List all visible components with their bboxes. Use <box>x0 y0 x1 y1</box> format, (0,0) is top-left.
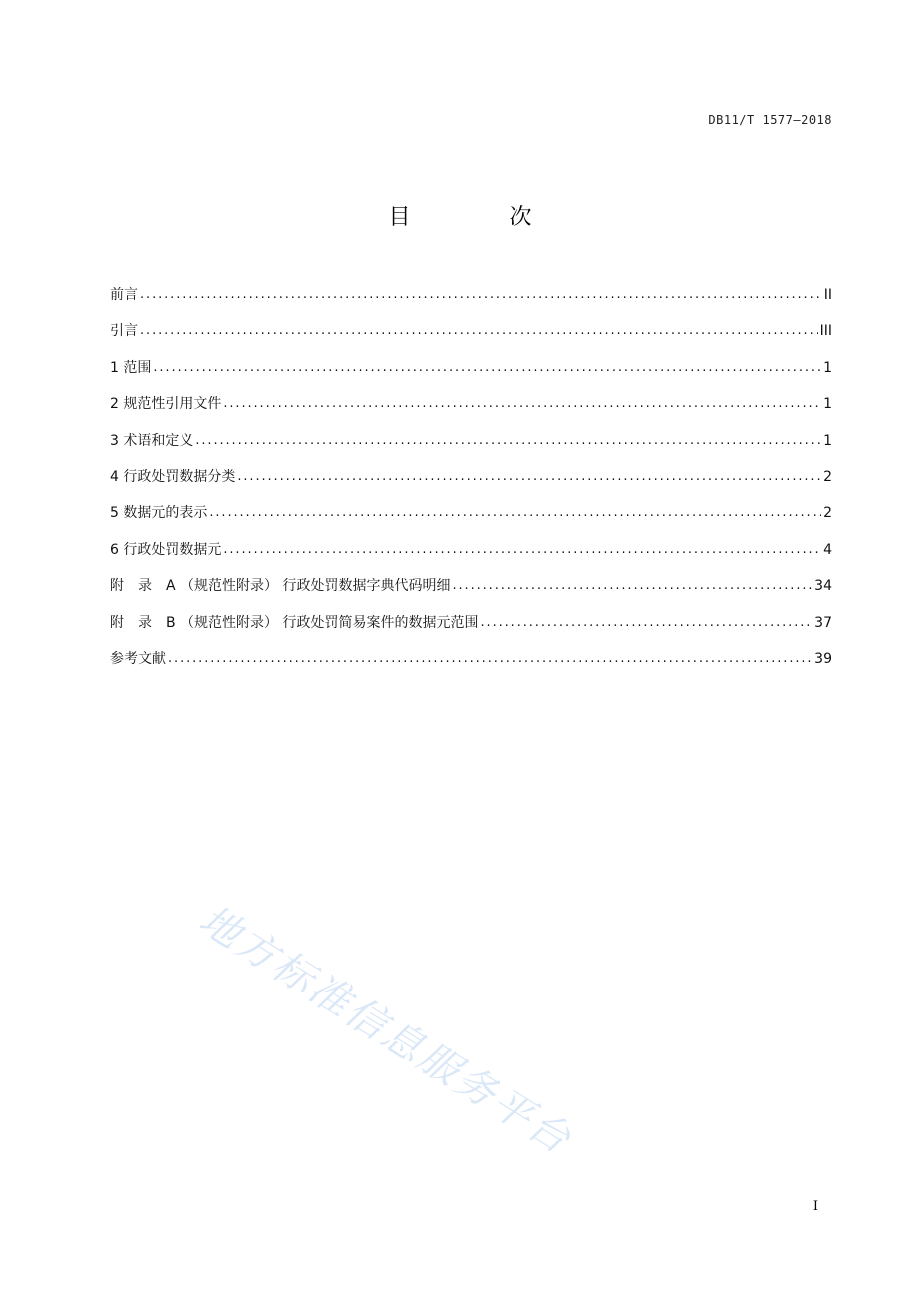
toc-entry-data-elements[interactable] <box>110 539 832 575</box>
toc-entry-label: 6 行政处罚数据元 <box>110 541 222 558</box>
dot-leader <box>195 430 821 452</box>
toc-entry-terms-definitions[interactable] <box>110 430 832 466</box>
dot-leader <box>153 357 821 379</box>
toc-entry-scope[interactable] <box>110 357 832 393</box>
dot-leader <box>168 648 812 670</box>
document-code: DB11/T 1577—2018 <box>708 113 832 127</box>
toc-entry-page: 1 <box>823 396 832 413</box>
page-title: 目 次 <box>388 205 578 230</box>
toc-entry-normative-references[interactable] <box>110 393 832 429</box>
toc-entry-label: 5 数据元的表示 <box>110 505 208 522</box>
page-number: I <box>812 1199 818 1214</box>
toc-entry-page: II <box>823 287 832 303</box>
dot-leader <box>237 466 821 488</box>
dot-leader <box>452 575 812 597</box>
toc-entry-label: 附 录 A （规范性附录） 行政处罚数据字典代码明细 <box>110 578 451 595</box>
toc-entry-appendix-b[interactable] <box>110 612 832 648</box>
dot-leader <box>140 284 822 306</box>
toc-entry-page: III <box>819 323 832 340</box>
toc-entry-data-classification[interactable] <box>110 466 832 502</box>
toc-entry-page: 34 <box>814 578 832 595</box>
toc-entry-label: 1 范围 <box>110 359 152 376</box>
toc-entry-page: 4 <box>823 541 832 558</box>
toc-entry-page: 2 <box>823 468 832 485</box>
toc-entry-page: 39 <box>814 650 832 667</box>
table-of-contents <box>110 284 832 684</box>
toc-entry-label: 引言 <box>110 323 138 340</box>
watermark: 地方标准信息服务平台 <box>190 896 580 1164</box>
dot-leader <box>481 612 813 634</box>
dot-leader <box>223 539 821 561</box>
toc-entry-page: 1 <box>823 432 832 449</box>
toc-entry-page: 2 <box>823 505 832 522</box>
toc-entry-introduction[interactable] <box>110 320 832 356</box>
toc-entry-label: 附 录 B （规范性附录） 行政处罚简易案件的数据元范围 <box>110 614 479 631</box>
toc-entry-label: 3 术语和定义 <box>110 432 194 449</box>
toc-entry-foreword[interactable] <box>110 284 832 320</box>
dot-leader <box>140 320 818 342</box>
toc-entry-page: 1 <box>823 359 832 376</box>
dot-leader <box>209 502 821 524</box>
toc-entry-bibliography[interactable] <box>110 648 832 684</box>
toc-entry-appendix-a[interactable] <box>110 575 832 611</box>
toc-entry-label: 2 规范性引用文件 <box>110 396 222 413</box>
toc-entry-data-element-representation[interactable] <box>110 502 832 538</box>
toc-entry-label: 前言 <box>110 287 138 303</box>
toc-entry-page: 37 <box>814 614 832 631</box>
toc-entry-label: 4 行政处罚数据分类 <box>110 468 236 485</box>
dot-leader <box>223 393 821 415</box>
toc-entry-label: 参考文献 <box>110 650 166 667</box>
